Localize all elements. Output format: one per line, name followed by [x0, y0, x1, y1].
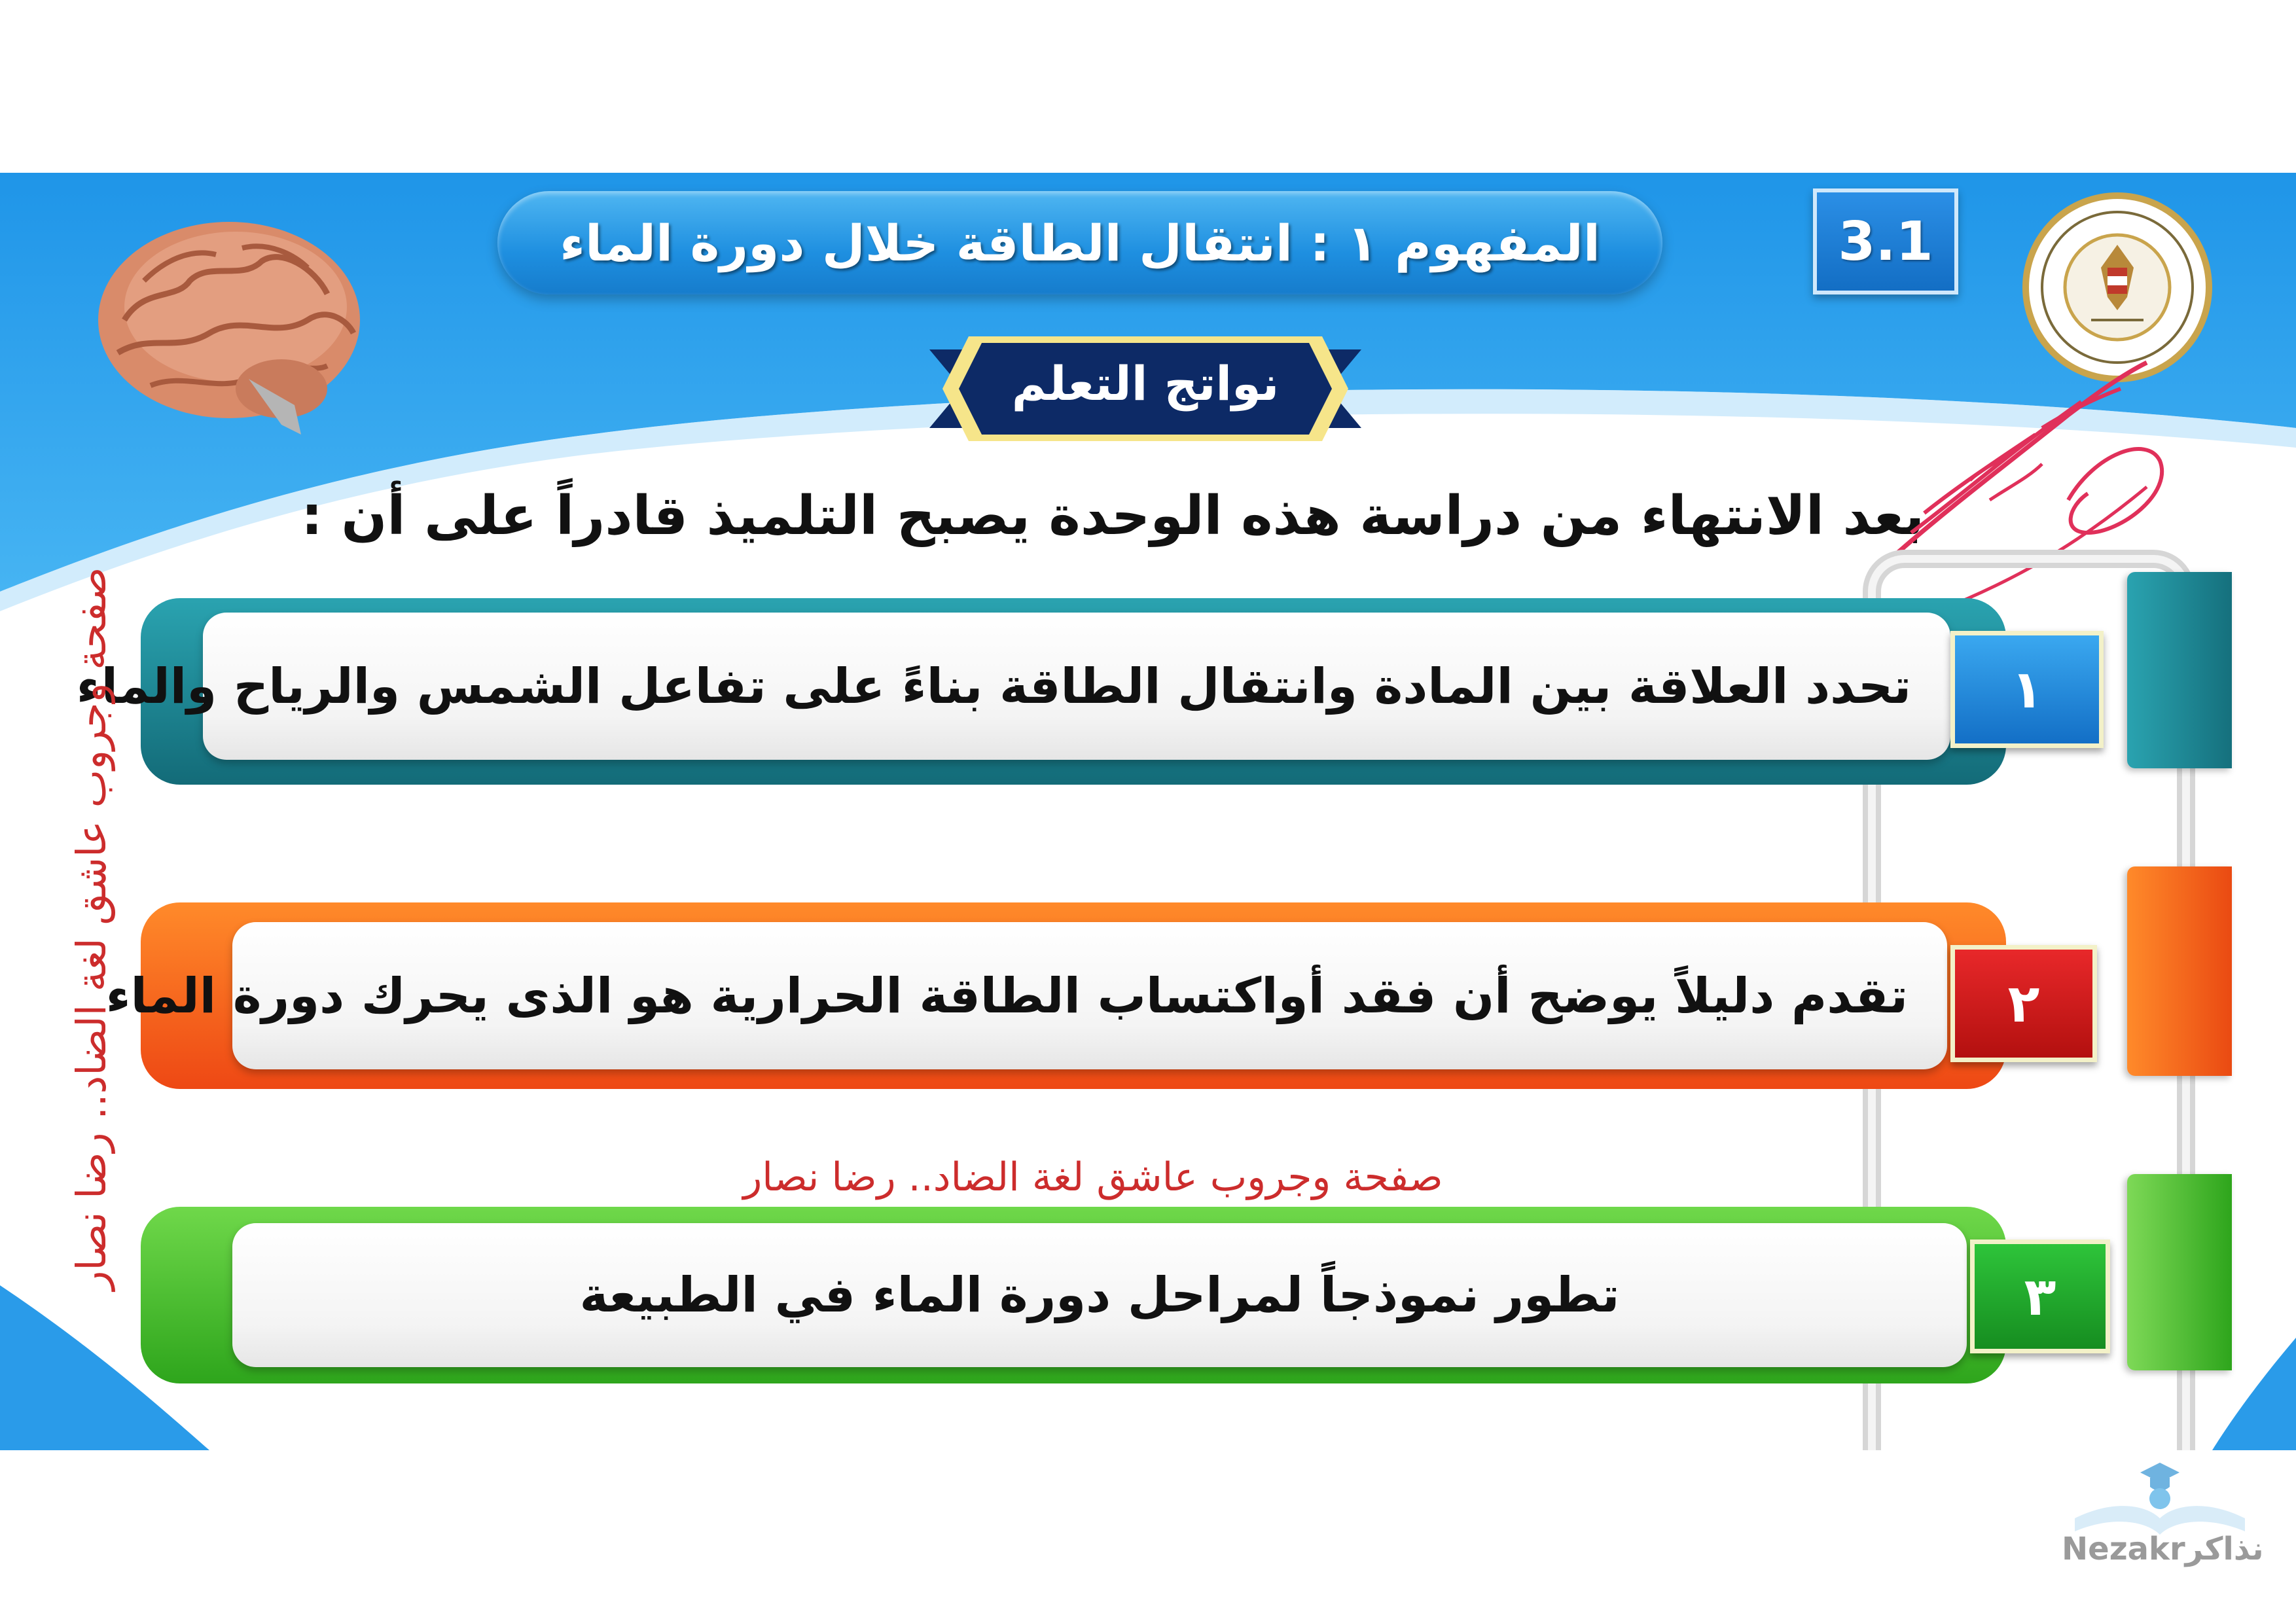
outcome-2-number: ٢ [2007, 973, 2040, 1034]
outcome-3-card [232, 1223, 1967, 1367]
outcome-3-text: تطور نموذجاً لمراحل دورة الماء في الطبيعة [579, 1267, 1620, 1323]
unit-number: 3.1 [1838, 210, 1933, 273]
outcome-2-text: تقدم دليلاً يوضح أن فقد أواكتساب الطاقة الحرارية هو الذى يحرك دورة الماء [105, 967, 1908, 1024]
outcome-1-text: تحدد العلاقة بين المادة وانتقال الطاقة بناءً على تفاعل الشمس والرياح والماء [76, 658, 1911, 715]
credit-side-text: صفحة وجروب عاشق لغة الضاد.. رضا نصار [67, 567, 115, 1291]
nezakr-logo-text: Nezakrنذاكر [2062, 1531, 2264, 1567]
learning-outcomes-label: نواتج التعلم [1011, 356, 1280, 411]
credit-center-text: صفحة وجروب عاشق لغة الضاد.. رضا نصار [743, 1154, 1443, 1200]
outcome-1-card [76, 613, 1950, 760]
outcome-2-card [105, 922, 1947, 1069]
outcome-2-number-box [1950, 945, 2097, 1062]
outcome-3-number: ٣ [2024, 1266, 2056, 1327]
intro-sentence: بعد الانتهاء من دراسة هذه الوحدة يصبح التلميذ قادراً على أن : [301, 485, 1924, 547]
outcome-3-side-tab [2127, 1174, 2232, 1370]
outcome-1-side-tab [2127, 572, 2232, 768]
brain-icon [85, 209, 373, 444]
outcome-1-number: ١ [2011, 659, 2043, 720]
concept-title-pill [497, 191, 1662, 294]
slide [0, 173, 2296, 1450]
unit-number-box [1813, 188, 1958, 294]
outcome-1-number-box [1950, 631, 2104, 748]
outcome-3-number-box [1970, 1240, 2110, 1353]
outcome-2-side-tab [2127, 866, 2232, 1076]
concept-title: المفهوم ١ : انتقال الطاقة خلال دورة الماء [560, 213, 1600, 272]
